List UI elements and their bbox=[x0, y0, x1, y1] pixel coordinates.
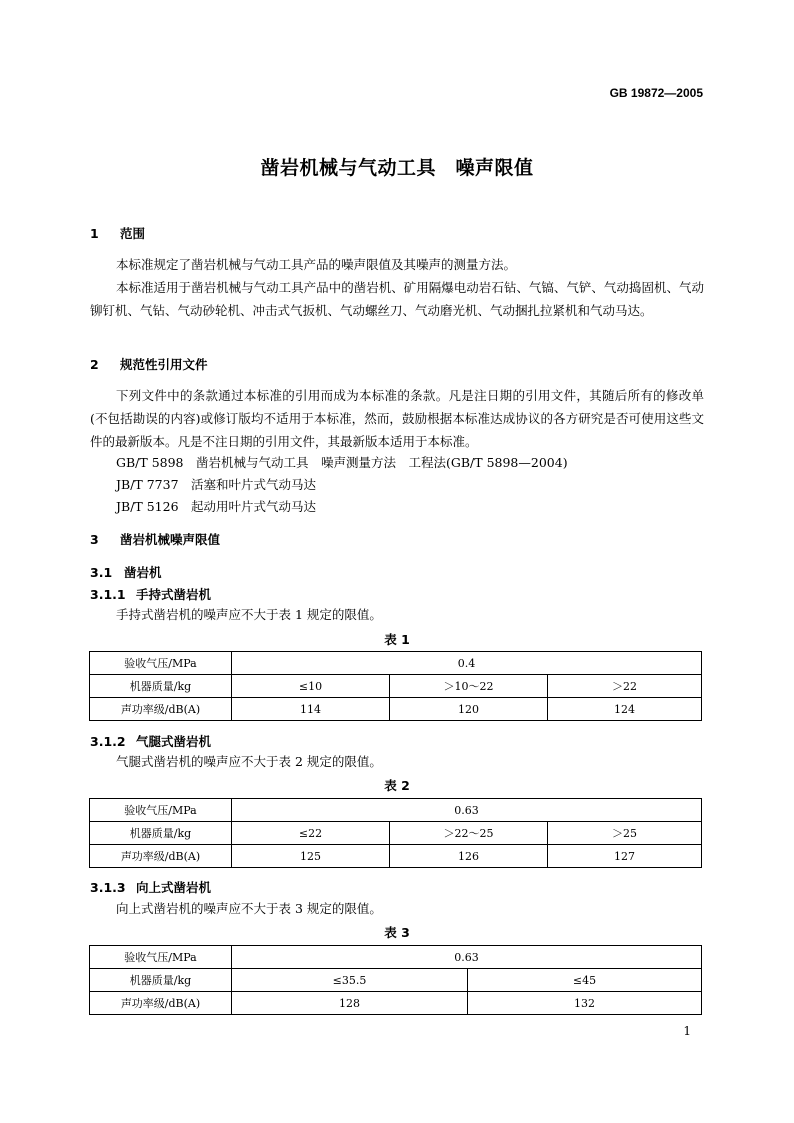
table-cell: 125 bbox=[232, 845, 390, 868]
reference-item: JB/T 5126 起动用叶片式气动马达 bbox=[116, 499, 317, 514]
page-number: 1 bbox=[683, 1024, 691, 1038]
table-cell: 声功率级/dB(A) bbox=[90, 992, 232, 1015]
reference-item: GB/T 5898 凿岩机械与气动工具 噪声测量方法 工程法(GB/T 5898—2004) bbox=[116, 455, 568, 470]
table-cell: 114 bbox=[232, 698, 390, 721]
table-cell: 127 bbox=[548, 845, 702, 868]
section-number: 1 bbox=[90, 226, 99, 241]
reference-item: JB/T 7737 活塞和叶片式气动马达 bbox=[116, 477, 317, 492]
table-cell: ≤45 bbox=[468, 969, 702, 992]
table-1-caption: 表 1 bbox=[384, 632, 410, 647]
table-cell: 0.63 bbox=[232, 799, 702, 822]
section-1-paragraph-1: 本标准规定了凿岩机械与气动工具产品的噪声限值及其噪声的测量方法。 bbox=[116, 257, 517, 272]
section-3-1-2-heading bbox=[90, 732, 211, 750]
section-1-paragraph-2: 本标准适用于凿岩机械与气动工具产品中的凿岩机、矿用隔爆电动岩石钻、气镐、气铲、气动捣固机、气动铆钉机、气钻、气动砂轮机、冲击式气扳机、气动螺丝刀、气动磨光机、气动捆扎拉紧机和气动马达。 bbox=[90, 280, 704, 318]
table-cell: 声功率级/dB(A) bbox=[90, 845, 232, 868]
table-cell: 126 bbox=[390, 845, 548, 868]
table-cell: 132 bbox=[468, 992, 702, 1015]
table-row bbox=[90, 675, 702, 698]
table-row bbox=[90, 652, 702, 675]
table-cell: ＞25 bbox=[548, 822, 702, 845]
table-cell: 机器质量/kg bbox=[90, 969, 232, 992]
section-title: 向上式凿岩机 bbox=[136, 880, 212, 895]
table-row bbox=[90, 992, 702, 1015]
table-2-caption: 表 2 bbox=[384, 778, 410, 793]
table-cell: 机器质量/kg bbox=[90, 675, 232, 698]
table-cell: 0.63 bbox=[232, 946, 702, 969]
section-title: 凿岩机 bbox=[124, 565, 162, 580]
section-number: 3 bbox=[90, 532, 99, 547]
section-number: 3.1.2 bbox=[90, 734, 126, 749]
table-row bbox=[90, 822, 702, 845]
table-cell: 验收气压/MPa bbox=[90, 652, 232, 675]
table-3-caption: 表 3 bbox=[384, 925, 410, 940]
table-cell: ＞22 bbox=[548, 675, 702, 698]
section-3-1-3-text: 向上式凿岩机的噪声应不大于表 3 规定的限值。 bbox=[116, 901, 382, 916]
table-3 bbox=[89, 945, 702, 1015]
table-cell: 验收气压/MPa bbox=[90, 799, 232, 822]
table-cell: ≤10 bbox=[232, 675, 390, 698]
table-row bbox=[90, 799, 702, 822]
table-cell: 机器质量/kg bbox=[90, 822, 232, 845]
section-3-1-1-heading bbox=[90, 585, 211, 603]
table-cell: ≤35.5 bbox=[232, 969, 468, 992]
section-3-1-heading bbox=[90, 563, 162, 581]
section-3-1-3-heading bbox=[90, 878, 211, 896]
table-row bbox=[90, 946, 702, 969]
section-2-heading bbox=[90, 355, 208, 373]
section-3-1-1-text: 手持式凿岩机的噪声应不大于表 1 规定的限值。 bbox=[116, 607, 382, 622]
section-title: 范围 bbox=[120, 226, 146, 241]
table-row bbox=[90, 845, 702, 868]
table-cell: 120 bbox=[390, 698, 548, 721]
table-cell: ＞10～22 bbox=[390, 675, 548, 698]
section-3-1-2-text: 气腿式凿岩机的噪声应不大于表 2 规定的限值。 bbox=[116, 754, 382, 769]
standard-number: GB 19872—2005 bbox=[609, 86, 703, 100]
section-title: 凿岩机械噪声限值 bbox=[120, 532, 221, 547]
section-number: 2 bbox=[90, 357, 99, 372]
table-cell: ＞22～25 bbox=[390, 822, 548, 845]
section-title: 气腿式凿岩机 bbox=[136, 734, 212, 749]
section-3-heading bbox=[90, 530, 220, 548]
section-number: 3.1 bbox=[90, 565, 113, 580]
section-number: 3.1.3 bbox=[90, 880, 126, 895]
table-cell: 124 bbox=[548, 698, 702, 721]
document-title: 凿岩机械与气动工具 噪声限值 bbox=[260, 157, 534, 179]
table-cell: 0.4 bbox=[232, 652, 702, 675]
section-title: 手持式凿岩机 bbox=[136, 587, 212, 602]
table-1 bbox=[89, 651, 702, 721]
section-title: 规范性引用文件 bbox=[120, 357, 208, 372]
table-cell: 声功率级/dB(A) bbox=[90, 698, 232, 721]
table-2 bbox=[89, 798, 702, 868]
table-row bbox=[90, 969, 702, 992]
table-cell: 128 bbox=[232, 992, 468, 1015]
table-cell: ≤22 bbox=[232, 822, 390, 845]
section-number: 3.1.1 bbox=[90, 587, 126, 602]
section-2-paragraph: 下列文件中的条款通过本标准的引用而成为本标准的条款。凡是注日期的引用文件，其随后所有的修改单(不包括勘误的内容)或修订版均不适用于本标准，然而，鼓励根据本标准达成协议的各方研究是否可使用这些文件的最新版本。凡是不注日期的引用文件，其最新版本适用于本标准。 bbox=[90, 388, 704, 449]
table-cell: 验收气压/MPa bbox=[90, 946, 232, 969]
section-1-heading bbox=[90, 224, 145, 242]
table-row bbox=[90, 698, 702, 721]
